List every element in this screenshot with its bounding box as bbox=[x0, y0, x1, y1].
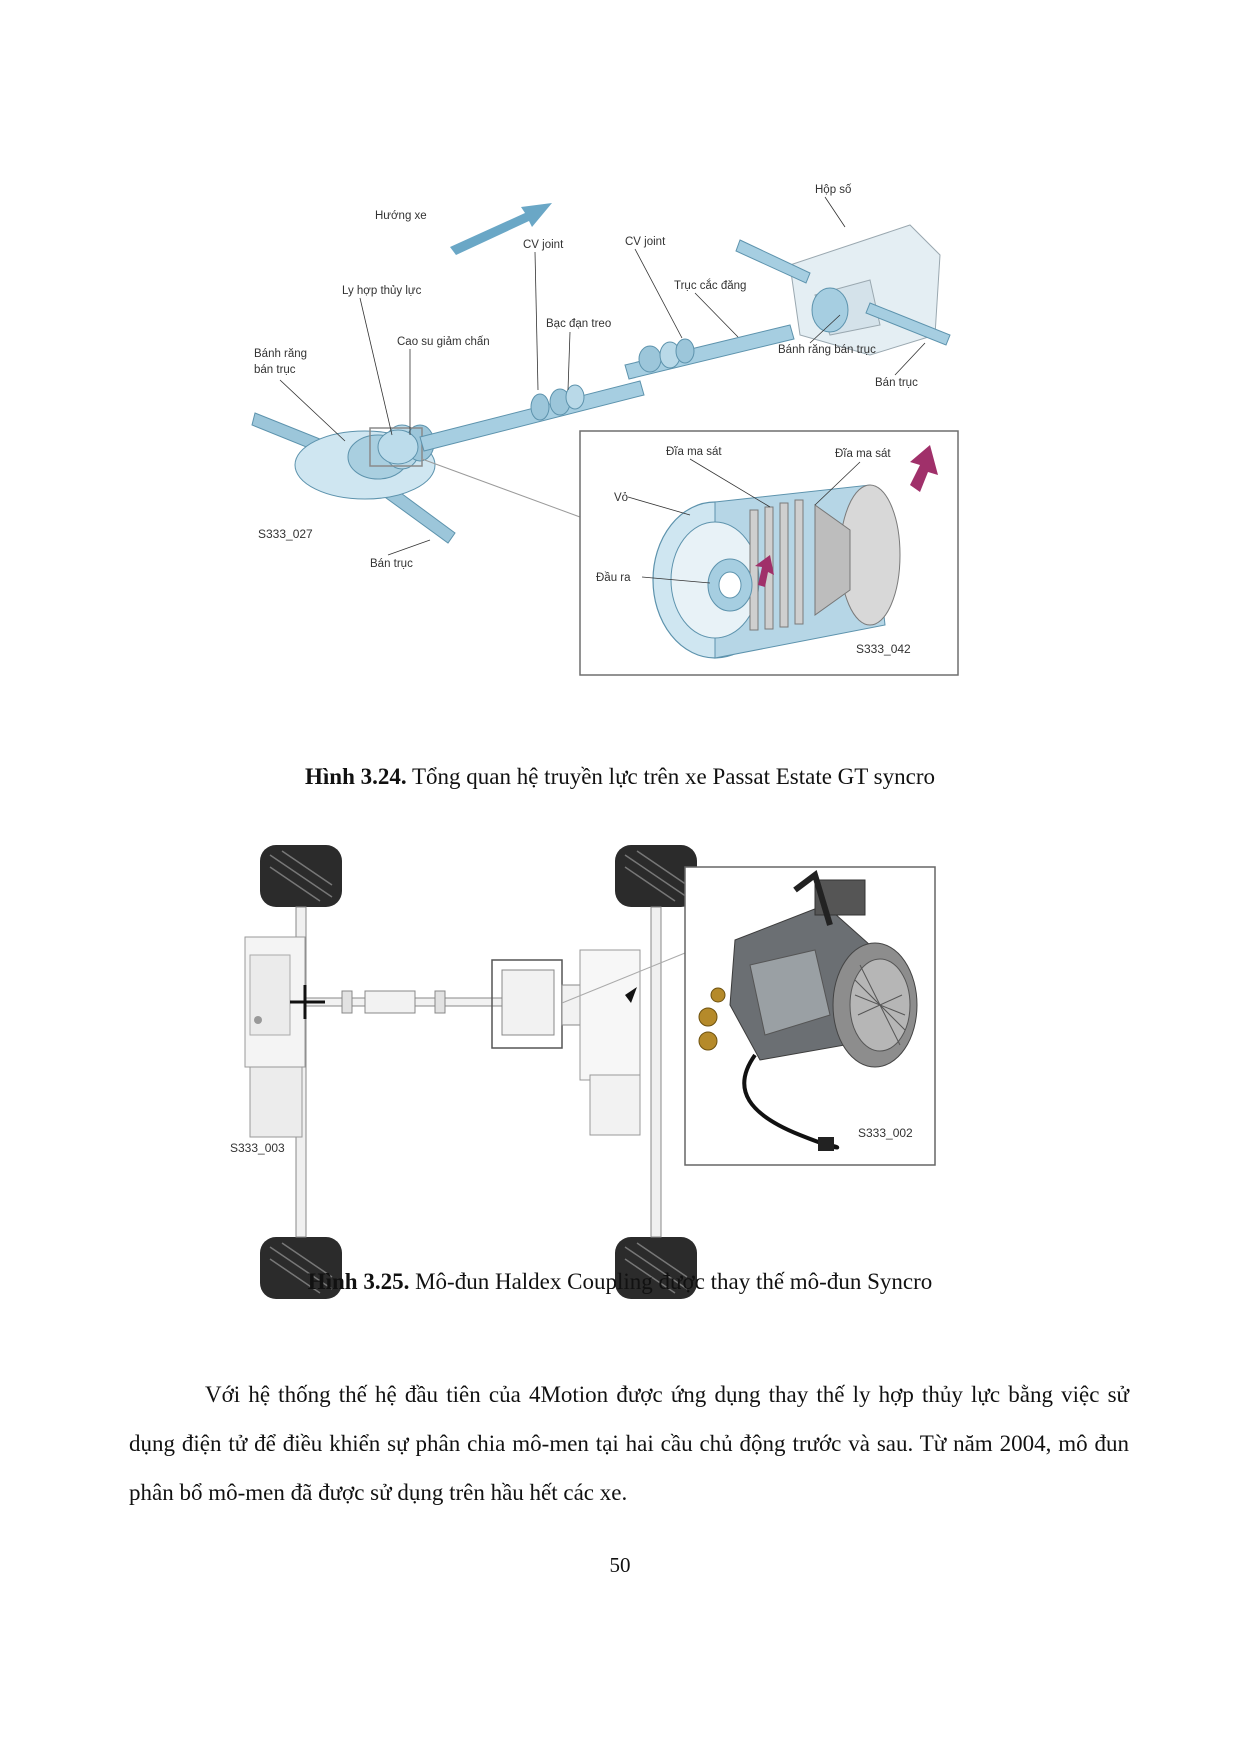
label-half-shaft-right: Bán trục bbox=[875, 377, 918, 389]
wheel-front-left bbox=[260, 845, 342, 907]
caption-number: Hình 3.24. bbox=[305, 764, 407, 789]
label-propshaft: Trục cắc đăng bbox=[674, 280, 747, 292]
inset-label-friction-disc-2: Đĩa ma sát bbox=[835, 448, 891, 460]
label-half-shaft-left: Bán trục bbox=[370, 558, 413, 570]
propshaft bbox=[290, 985, 536, 1019]
figure-caption-3-24 bbox=[0, 764, 1240, 790]
caption-text: Tổng quan hệ truyền lực trên xe Passat Estate GT syncro bbox=[406, 764, 935, 789]
label-side-gear-right: Bánh răng bán trục bbox=[778, 344, 876, 356]
inset-label-housing: Vỏ bbox=[614, 492, 629, 504]
label-side-gear-left-1: Bánh răng bbox=[254, 348, 308, 360]
label-side-gear-left-2: bán trục bbox=[254, 364, 296, 376]
drivetrain-overview-diagram bbox=[254, 184, 1070, 765]
figure-caption-3-25 bbox=[0, 1269, 1240, 1295]
label-hydraulic-clutch: Ly hợp thủy lực bbox=[342, 285, 422, 297]
code-s333-027: S333_027 bbox=[258, 527, 313, 541]
label-gearbox: Hộp số bbox=[815, 184, 852, 196]
page-number: 50 bbox=[609, 1553, 631, 1577]
label-rubber-damper: Cao su giảm chấn bbox=[397, 336, 490, 348]
body-paragraph: Với hệ thống thế hệ đầu tiên của 4Motion được ứng dụng thay thế ly hợp thủy lực bằng việc sử dụng điện tử để điều khiển sự phân chia mô-men tại hai cầu chủ động trước và sau. Từ năm 2004, mô đun phân bổ mô-men đã được sử dụng trên hầu hết các xe. bbox=[129, 1382, 1129, 1505]
caption-text: Mô-đun Haldex Coupling được thay thế mô-đun Syncro bbox=[409, 1269, 933, 1294]
caption-number: Hình 3.25. bbox=[307, 1269, 410, 1294]
haldex-layout-diagram bbox=[230, 845, 1050, 1320]
haldex-unit-highlight bbox=[492, 950, 640, 1135]
label-support-bearing: Bạc đạn treo bbox=[546, 318, 612, 330]
code-s333-042: S333_042 bbox=[856, 642, 911, 656]
label-cv-joint-2: CV joint bbox=[625, 236, 666, 248]
inset-label-output: Đầu ra bbox=[596, 572, 631, 584]
inset-label-friction-disc-1: Đĩa ma sát bbox=[666, 446, 722, 458]
code-s333-003: S333_003 bbox=[230, 1141, 285, 1155]
label-cv-joint-1: CV joint bbox=[523, 239, 564, 251]
label-direction: Hướng xe bbox=[375, 210, 427, 222]
haldex-module-photo bbox=[685, 867, 935, 1165]
engine-block bbox=[245, 937, 305, 1137]
code-s333-002: S333_002 bbox=[858, 1126, 913, 1140]
haldex-coupling-inset bbox=[580, 431, 958, 675]
